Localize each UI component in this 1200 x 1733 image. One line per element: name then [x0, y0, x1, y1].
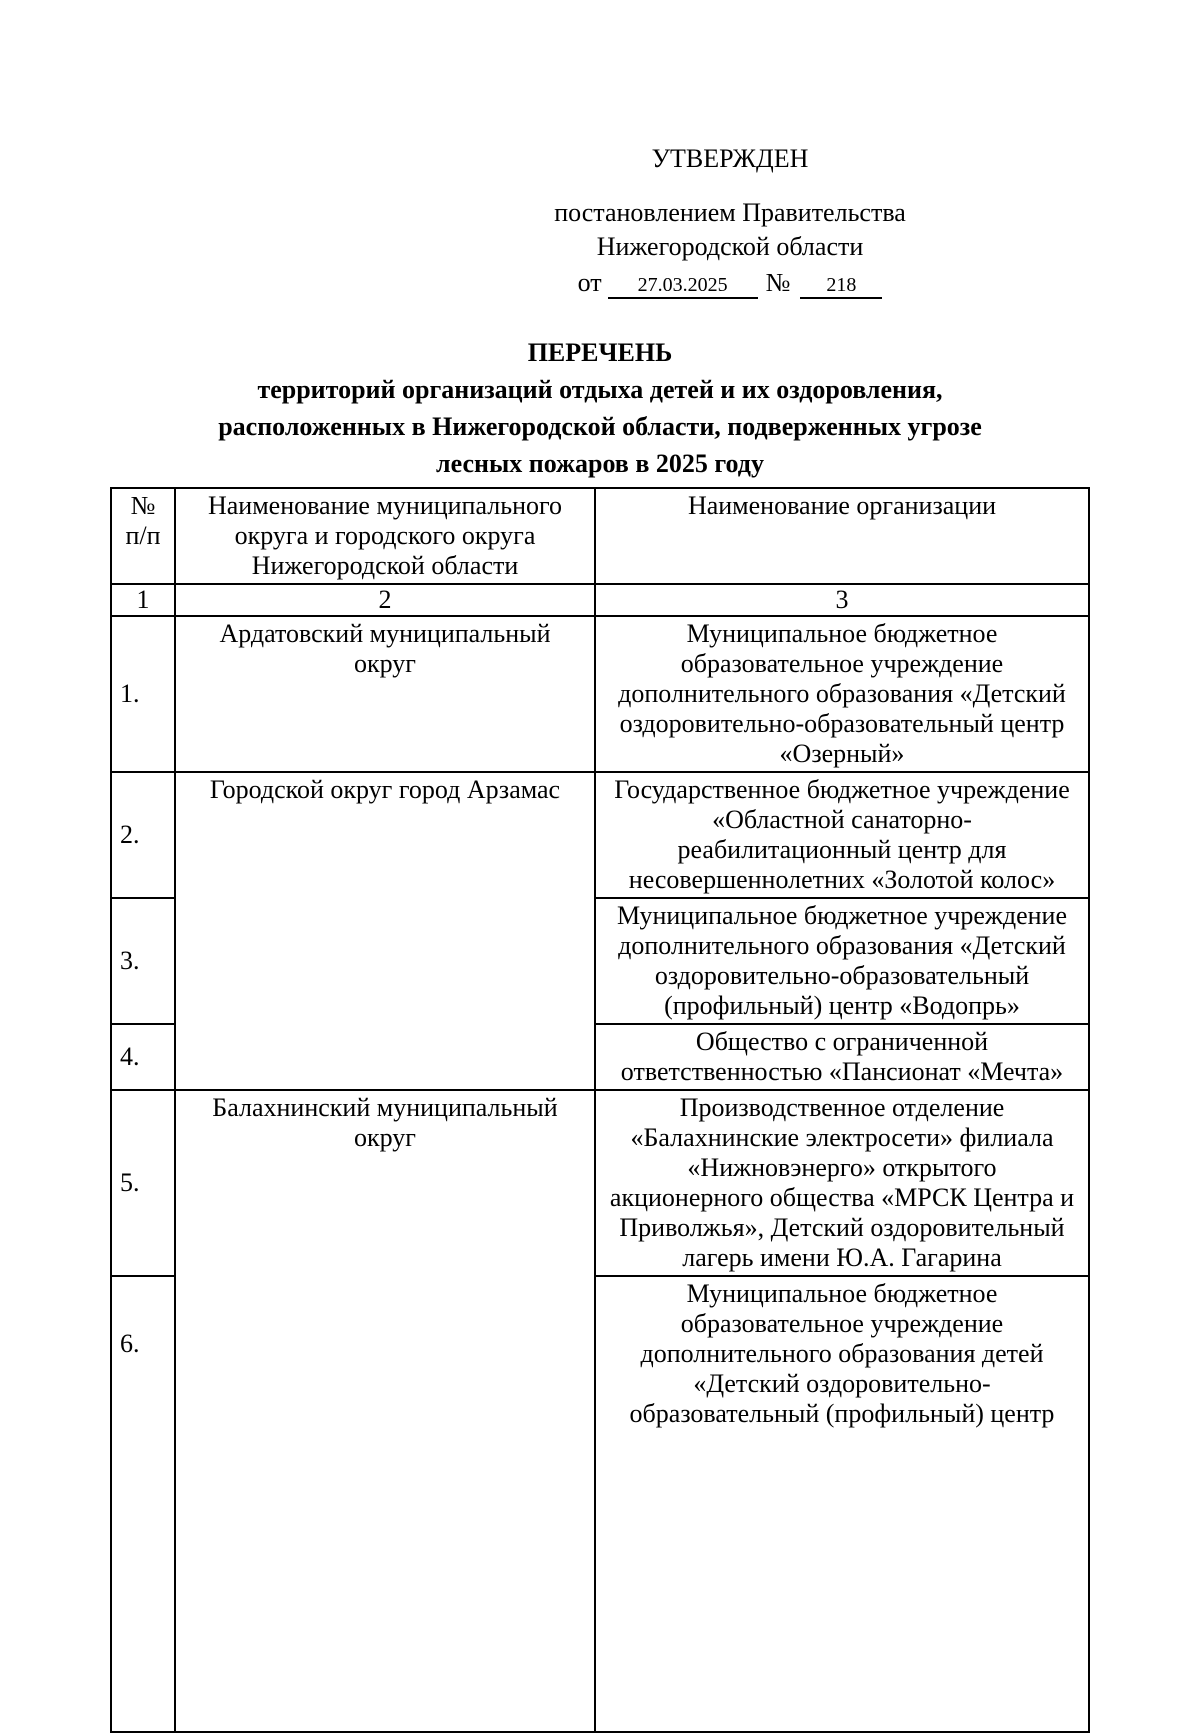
column-number-cell: 1 — [111, 584, 175, 616]
row-number-cell: 2. — [111, 772, 175, 898]
approval-from-label: от — [577, 268, 602, 297]
organization-cell: Государственное бюджетное учреждение «Областной санаторно-реабилитационный центр для несовершеннолетних «Золотой колос» — [595, 772, 1089, 898]
row-number-cell: 6. — [111, 1276, 175, 1732]
organization-cell: Муниципальное бюджетное учреждение дополнительного образования «Детский оздоровительно-образовательный (профильный) центр «Водопрь» — [595, 898, 1089, 1024]
organization-cell: Общество с ограниченной ответственностью «Пансионат «Мечта» — [595, 1024, 1089, 1090]
row-number-cell: 3. — [111, 898, 175, 1024]
table-row — [111, 1090, 1089, 1276]
table-row — [111, 616, 1089, 772]
row-number-cell: 1. — [111, 616, 175, 772]
row-number-cell: 5. — [111, 1090, 175, 1276]
approval-stamp-label: УТВЕРЖДЕН — [651, 144, 809, 173]
organization-cell: Муниципальное бюджетное образовательное учреждение дополнительного образования детей «Детский оздоровительно-образовательный (профильный) центр — [595, 1276, 1089, 1732]
column-header-organization: Наименование организации — [595, 488, 1089, 584]
column-header-district: Наименование муниципального округа и городского округа Нижегородской области — [175, 488, 595, 584]
approval-authority-line1: постановлением Правительства — [554, 198, 906, 227]
column-header-number: № п/п — [111, 488, 175, 584]
title-heading: ПЕРЕЧЕНЬ — [527, 338, 673, 367]
document-title — [110, 334, 1090, 482]
title-subtitle-line2: расположенных в Нижегородской области, подверженных угрозе — [218, 412, 982, 441]
approval-number-sign: № — [765, 268, 791, 297]
title-subtitle-line3: лесных пожаров в 2025 году — [436, 449, 764, 478]
approval-date-field — [608, 273, 758, 299]
column-number-cell: 2 — [175, 584, 595, 616]
organization-cell: Производственное отделение «Балахнинские электросети» филиала «Нижновэнерго» открытого акционерного общества «МРСК Центра и Приволжья», Детский оздоровительный лагерь имени Ю.А. Гагарина — [595, 1090, 1089, 1276]
organization-cell: Муниципальное бюджетное образовательное учреждение дополнительного образования «Детский оздоровительно-образовательный центр «Озерный» — [595, 616, 1089, 772]
approval-number-field — [800, 273, 882, 299]
column-number-cell: 3 — [595, 584, 1089, 616]
district-cell: Городской округ город Арзамас — [175, 772, 595, 1090]
table-header-row — [111, 488, 1089, 584]
title-subtitle-line1: территорий организаций отдыха детей и их оздоровления, — [257, 375, 943, 404]
column-numbers-row — [111, 584, 1089, 616]
approval-reference-line — [540, 266, 920, 300]
row-number-cell: 4. — [111, 1024, 175, 1090]
district-cell: Ардатовский муниципальный округ — [175, 616, 595, 772]
table-row — [111, 772, 1089, 898]
approval-authority-line2: Нижегородской области — [596, 232, 864, 261]
approval-number-value: 218 — [826, 274, 857, 296]
approval-block — [540, 142, 920, 300]
organizations-table — [110, 487, 1090, 1733]
approval-date-value: 27.03.2025 — [637, 274, 728, 296]
district-cell: Балахнинский муниципальный округ — [175, 1090, 595, 1732]
